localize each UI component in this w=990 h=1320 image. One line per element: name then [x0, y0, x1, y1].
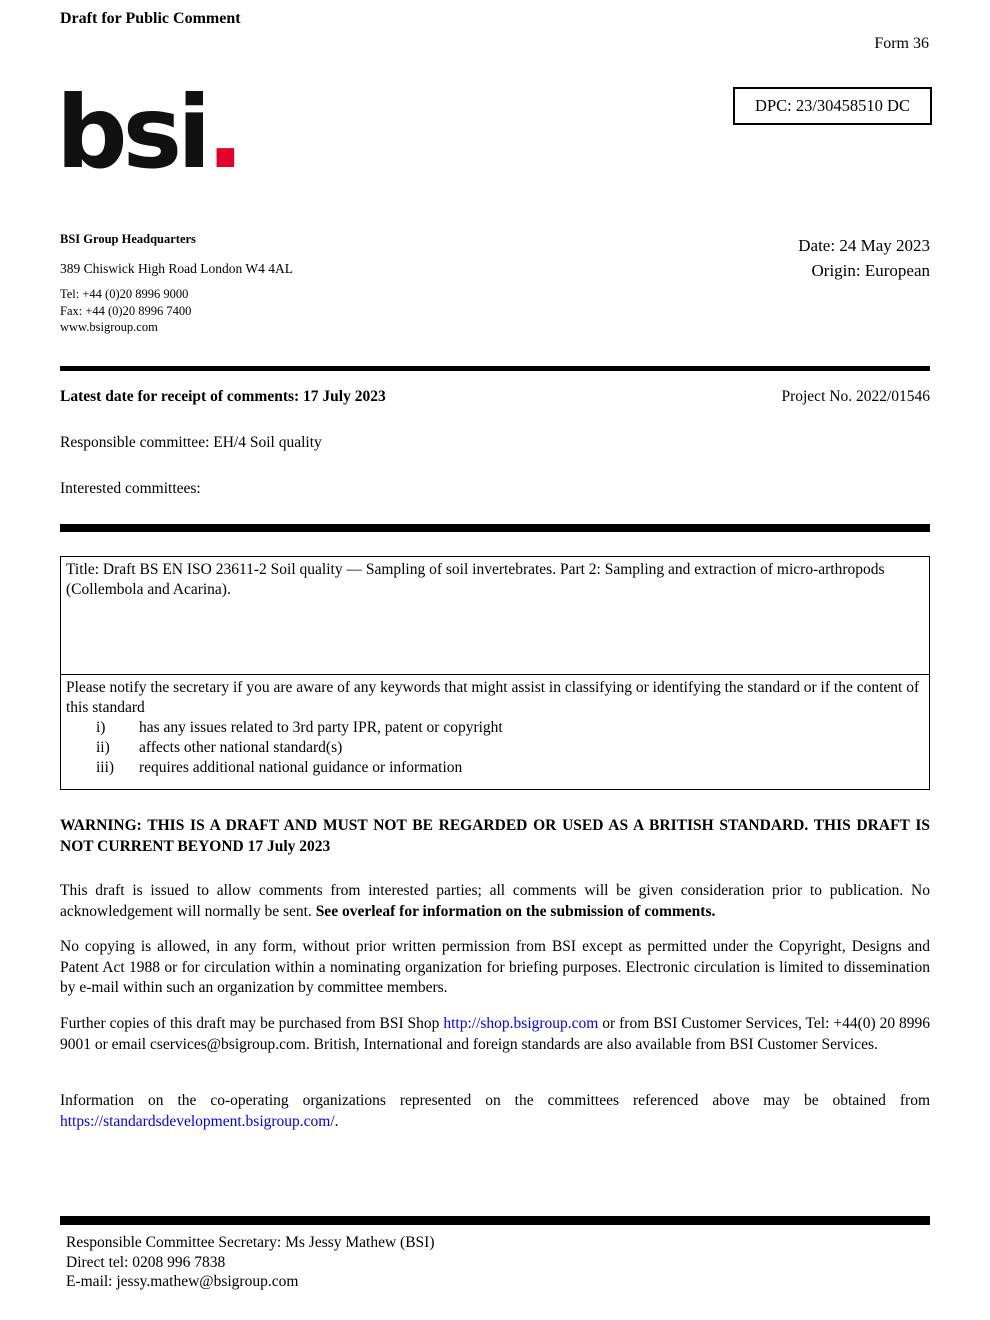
title-box	[60, 556, 930, 675]
bsi-logo-red-dot: .	[206, 74, 240, 191]
paragraph-comments-consideration	[60, 881, 930, 922]
secretary-email: E-mail: jessy.mathew@bsigroup.com	[66, 1273, 299, 1290]
comments-deadline-row	[60, 388, 930, 406]
paragraph-no-copying: No copying is allowed, in any form, without prior written permission from BSI except as permitted under the Copyright, Designs and Patent Act 1988 or for circulation within a nominating organization for briefing purposes. Electronic circulation is limited to dissemination by e-mail within such an organization by committee members.	[60, 938, 930, 996]
headquarters-tel: Tel: +44 (0)20 8996 9000	[60, 287, 189, 301]
document-date: Date: 24 May 2023	[798, 236, 930, 255]
paragraph-3-text-before: Further copies of this draft may be purchased from BSI Shop	[60, 1015, 444, 1032]
interested-committees: Interested committees:	[60, 480, 201, 497]
bsi-shop-link[interactable]: http://shop.bsigroup.com	[443, 1015, 599, 1032]
draft-for-public-comment-label: Draft for Public Comment	[60, 10, 241, 27]
dpc-number-box	[733, 87, 932, 125]
paragraph-4-text-after: .	[334, 1112, 339, 1130]
keywords-item-1-number: i)	[96, 719, 106, 736]
headquarters-name: BSI Group Headquarters	[60, 232, 196, 246]
horizontal-rule-top	[60, 366, 930, 371]
responsible-committee: Responsible committee: EH/4 Soil quality	[60, 434, 322, 451]
draft-warning-text: WARNING: THIS IS A DRAFT AND MUST NOT BE REGARDED OR USED AS A BRITISH STANDARD. THIS DRAFT IS NOT CURRENT BEYOND 17 July 2023	[60, 817, 930, 855]
headquarters-street: 389 Chiswick High Road London W4 4AL	[60, 261, 293, 276]
keywords-item-1-text: has any issues related to 3rd party IPR, patent or copyright	[139, 719, 503, 736]
keywords-item-1	[96, 718, 924, 738]
headquarters-address-block	[60, 232, 380, 336]
secretary-contact-block	[66, 1233, 435, 1292]
paragraph-4-text-before: Information on the co-operating organizations represented on the committees referenced above may be obtained from	[60, 1092, 930, 1109]
date-origin-block	[798, 233, 930, 283]
dpc-number: DPC: 23/30458510 DC	[755, 96, 910, 115]
keywords-item-2	[96, 738, 924, 758]
headquarters-fax: Fax: +44 (0)20 8996 7400	[60, 303, 192, 318]
paragraph-further-copies	[60, 1014, 930, 1055]
keywords-item-3-text: requires additional national guidance or information	[139, 759, 463, 776]
paragraph-1-text: This draft is issued to allow comments from interested parties; all comments will be given consideration prior to publication. No acknowledgement will normally be sent.	[60, 882, 930, 920]
keywords-item-2-text: affects other national standard(s)	[139, 739, 343, 756]
keywords-intro: Please notify the secretary if you are aware of any keywords that might assist in classifying or identifying the standard or if the content of this standard	[66, 679, 920, 716]
paragraph-1-bold-text: See overleaf for information on the submission of comments.	[315, 902, 716, 920]
committee-secretary: Responsible Committee Secretary: Ms Jessy Mathew (BSI)	[66, 1234, 435, 1251]
secretary-direct-tel: Direct tel: 0208 996 7838	[66, 1253, 226, 1271]
form-number-label: Form 36	[874, 35, 929, 52]
headquarters-website: www.bsigroup.com	[60, 320, 158, 334]
horizontal-rule-bottom	[60, 1216, 930, 1225]
project-number: Project No. 2022/01546	[781, 388, 930, 405]
paragraph-3-text-after: or from BSI Customer Services, Tel: +44(0) 20 8996 9001 or email cservices@bsigroup.com. British, International and foreign standards are also available from BSI Customer Services.	[60, 1015, 931, 1053]
keywords-item-3-number: iii)	[96, 759, 115, 776]
keywords-item-2-number: ii)	[96, 739, 110, 756]
bsi-logo	[56, 74, 240, 191]
latest-comments-date: Latest date for receipt of comments: 17 July 2023	[60, 388, 386, 405]
bsi-logo-text: bsi	[56, 74, 207, 191]
paragraph-cooperating-organizations	[60, 1091, 930, 1132]
horizontal-rule-mid	[60, 524, 930, 532]
document-origin: Origin: European	[811, 261, 930, 280]
standards-development-link[interactable]: https://standardsdevelopment.bsigroup.com/	[60, 1112, 335, 1130]
standard-title: Title: Draft BS EN ISO 23611-2 Soil quality — Sampling of soil invertebrates. Part 2: Sampling and extraction of micro-arthropods (Collembola and Acarina).	[66, 561, 885, 598]
keywords-notice-box	[60, 674, 930, 790]
keywords-item-3	[96, 758, 924, 778]
